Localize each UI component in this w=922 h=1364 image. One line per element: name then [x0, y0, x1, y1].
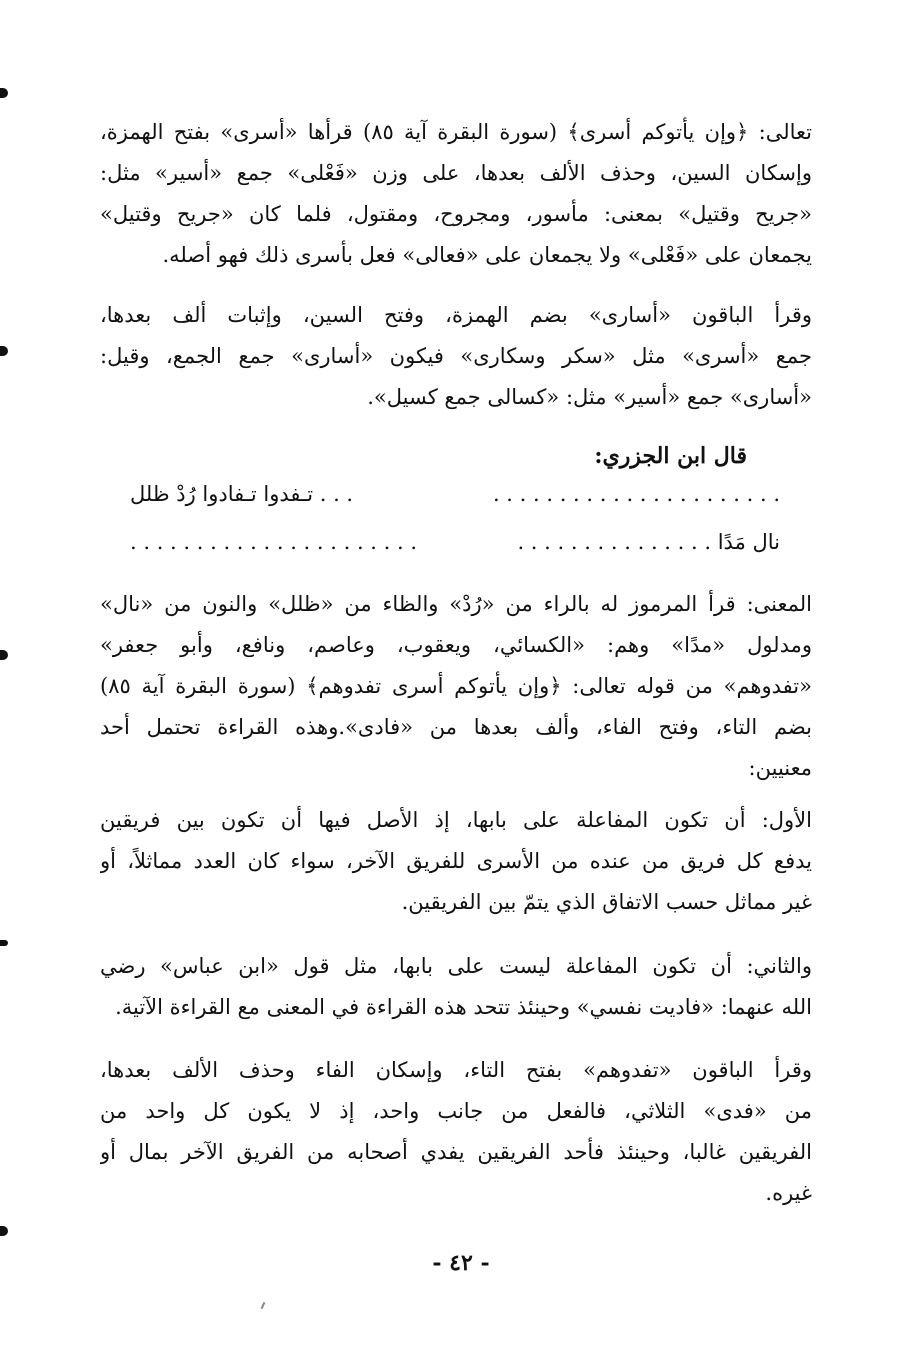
text-line: ومدلول «مدًا» وهم: «الكسائي، ويعقوب، وعاصم، ونافع، وأبو جعفر» [100, 633, 812, 657]
text-line: بضم التاء، وفتح الفاء، وألف بعدها من «فادى».وهذه القراءة تحتمل أحد [100, 715, 812, 739]
paragraph-3 [100, 584, 812, 789]
verse-heading: قال ابن الجزري: [594, 443, 747, 469]
verse-line-2 [130, 530, 780, 566]
verse-hemistich-right: نال مَدًا . . . . . . . . . . . . . . . [517, 530, 780, 554]
text-line: وقرأ الباقون «تفدوهم» بفتح التاء، وإسكان الفاء وحذف الألف بعدها، [100, 1058, 812, 1082]
text-line: والثاني: أن تكون المفاعلة ليست على بابها، مثل قول «ابن عباس» رضي [100, 954, 812, 978]
text-line: «أسارى» جمع «أسير» مثل: «كسالى جمع كسيل». [367, 385, 812, 409]
page-number: - ٤٢ - [432, 1250, 490, 1276]
verse-line-1 [130, 482, 780, 518]
text-line: تعالى: ﴿وإن يأتوكم أسرى﴾ (سورة البقرة آية ٨٥) قرأها «أسرى» بفتح الهمزة، [100, 120, 812, 144]
verse-hemistich-left: . . . . . . . . . . . . . . . . . . . . . . [130, 530, 418, 554]
paragraph-2 [100, 295, 812, 418]
text-line: «تفدوهم» من قوله تعالى: ﴿وإن يأتوكم أسرى تفدوهم﴾ (سورة البقرة آية ٨٥) [100, 674, 812, 698]
text-line: غيره. [765, 1181, 812, 1205]
stray-mark [261, 1302, 266, 1309]
text-line: الأول: أن تكون المفاعلة على بابها، إذ الأصل فيها أن تكون بين فريقين [100, 808, 812, 832]
verse-hemistich-left: . . . تـفدوا تـفادوا رُدْ ظلل [130, 482, 354, 506]
text-line: الفريقين غالبا، وحينئذ فأحد الفريقين يفدي أصحابه من الفريق الآخر بمال أو [100, 1140, 812, 1164]
text-line: يدفع كل فريق من عنده من الأسرى للفريق الآخر، سواء كان العدد مماثلاً، أو [100, 849, 812, 873]
text-line: «جريح وقتيل» بمعنى: مأسور، ومجروح، ومقتول، فلما كان «جريح وقتيل» [100, 202, 812, 226]
binding-mark [0, 346, 8, 356]
verse-hemistich-right: . . . . . . . . . . . . . . . . . . . . . . [492, 482, 780, 506]
text-line: معنيين: [748, 756, 812, 780]
text-line: المعنى: قرأ المرموز له بالراء من «رُدْ» والظاء من «ظلل» والنون من «نال» [100, 592, 812, 616]
paragraph-5 [100, 946, 812, 1028]
paragraph-1 [100, 112, 812, 276]
binding-mark [0, 940, 8, 946]
paragraph-4 [100, 800, 812, 923]
text-line: الله عنهما: «فاديت نفسي» وحينئذ تتحد هذه القراءة في المعنى مع القراءة الآتية. [115, 995, 812, 1019]
text-line: غير مماثل حسب الاتفاق الذي يتمّ بين الفريقين. [401, 890, 812, 914]
paragraph-6 [100, 1050, 812, 1214]
text-line: يجمعان على «فَعْلى» ولا يجمعان على «فعالى» فعل بأسرى ذلك فهو أصله. [162, 243, 812, 267]
text-line: جمع «أسرى» مثل «سكر وسكارى» فيكون «أسارى» جمع الجمع، وقيل: [100, 344, 812, 368]
binding-mark [0, 650, 8, 660]
text-line: وقرأ الباقون «أسارى» بضم الهمزة، وفتح السين، وإثبات ألف بعدها، [100, 303, 812, 327]
binding-mark [0, 88, 8, 98]
text-line: وإسكان السين، وحذف الألف بعدها، على وزن «فَعْلى» جمع «أسير» مثل: [100, 161, 812, 185]
text-line: من «فدى» الثلاثي، فالفعل من جانب واحد، إذ لا يكون كل واحد من [100, 1099, 812, 1123]
binding-mark [0, 1226, 8, 1236]
